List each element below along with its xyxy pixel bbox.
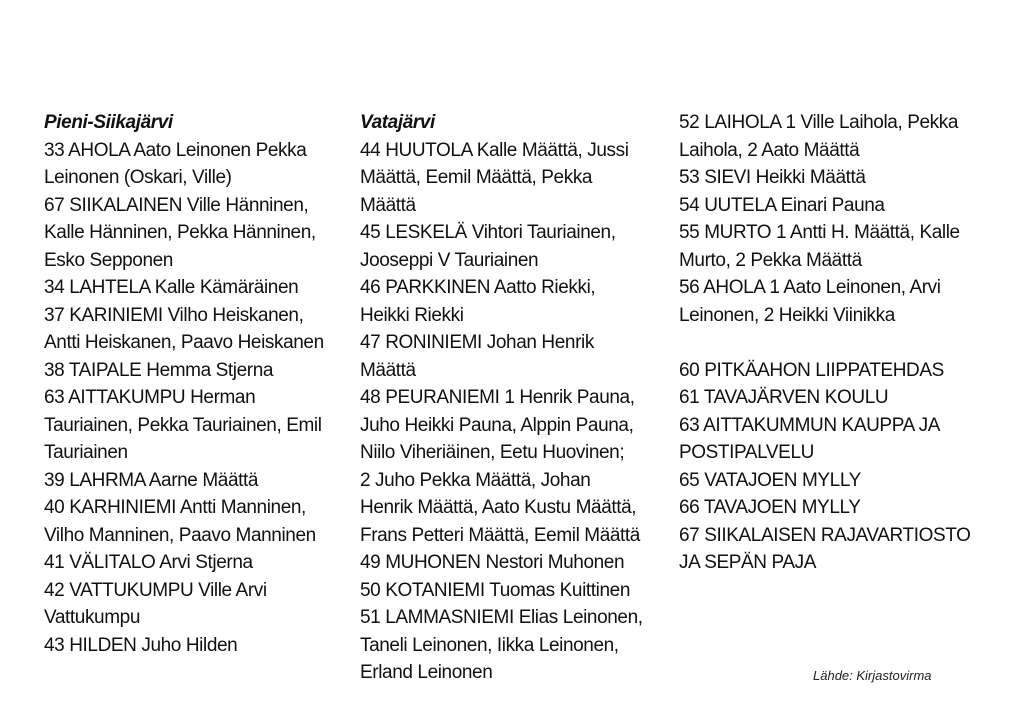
list-line: 46 PARKKINEN Aatto Riekki, bbox=[360, 277, 596, 298]
list-line: 33 AHOLA Aato Leinonen Pekka bbox=[44, 139, 307, 161]
list-line: Laihola, 2 Aato Määttä bbox=[679, 139, 860, 161]
section-heading: Pieni-Siikajärvi bbox=[44, 112, 173, 133]
list-line: Antti Heiskanen, Paavo Heiskanen bbox=[44, 332, 324, 353]
list-line: JA SEPÄN PAJA bbox=[679, 552, 817, 573]
list-line: Henrik Määttä, Aato Kustu Määttä, bbox=[360, 497, 637, 518]
list-line: 38 TAIPALE Hemma Stjerna bbox=[44, 359, 274, 381]
source-credit: Lähde: Kirjastovirma bbox=[813, 668, 932, 683]
list-line: Tauriainen, Pekka Tauriainen, Emil bbox=[44, 414, 322, 436]
list-line: 44 HUUTOLA Kalle Määttä, Jussi bbox=[360, 139, 629, 161]
list-line: 42 VATTUKUMPU Ville Arvi bbox=[44, 579, 267, 601]
list-line: 63 AITTAKUMMUN KAUPPA JA bbox=[679, 414, 941, 436]
list-line: Murto, 2 Pekka Määttä bbox=[679, 249, 862, 271]
list-line: Frans Petteri Määttä, Eemil Määttä bbox=[360, 524, 640, 546]
list-line: Määttä, Eemil Määttä, Pekka bbox=[360, 167, 593, 188]
list-line: Vattukumpu bbox=[44, 607, 140, 628]
list-line: 48 PEURANIEMI 1 Henrik Pauna, bbox=[360, 387, 635, 408]
section-spacer bbox=[679, 329, 999, 357]
column-other-places bbox=[679, 109, 999, 577]
column-pieni-siikajarvi bbox=[44, 109, 356, 659]
list-line: 40 KARHINIEMI Antti Manninen, bbox=[44, 497, 306, 518]
list-line: Juho Heikki Pauna, Alppin Pauna, bbox=[360, 414, 634, 436]
list-line: Heikki Riekki bbox=[360, 304, 464, 326]
list-line: Määttä bbox=[360, 359, 416, 381]
list-line: 66 TAVAJOEN MYLLY bbox=[679, 497, 861, 518]
list-line: 60 PITKÄAHON LIIPPATEHDAS bbox=[679, 359, 944, 381]
list-line: Niilo Viheriäinen, Eetu Huovinen; bbox=[360, 442, 625, 463]
list-line: 50 KOTANIEMI Tuomas Kuittinen bbox=[360, 579, 630, 601]
list-line: 41 VÄLITALO Arvi Stjerna bbox=[44, 552, 253, 573]
list-line: Erland Leinonen bbox=[360, 662, 493, 683]
list-line: 56 AHOLA 1 Aato Leinonen, Arvi bbox=[679, 277, 941, 298]
list-line: Vilho Manninen, Paavo Manninen bbox=[44, 524, 316, 546]
list-line: Esko Sepponen bbox=[44, 249, 173, 271]
list-line: 53 SIEVI Heikki Määttä bbox=[679, 167, 866, 188]
list-line: 51 LAMMASNIEMI Elias Leinonen, bbox=[360, 607, 643, 628]
list-line: 49 MUHONEN Nestori Muhonen bbox=[360, 552, 625, 573]
list-line: Jooseppi V Tauriainen bbox=[360, 249, 539, 271]
list-line: 67 SIIKALAISEN RAJAVARTIOSTO bbox=[679, 524, 971, 546]
list-line: POSTIPALVELU bbox=[679, 442, 814, 463]
list-line: 65 VATAJOEN MYLLY bbox=[679, 469, 861, 491]
list-line: 34 LAHTELA Kalle Kämäräinen bbox=[44, 277, 299, 298]
list-line: 52 LAIHOLA 1 Ville Laihola, Pekka bbox=[679, 112, 959, 133]
list-line: 61 TAVAJÄRVEN KOULU bbox=[679, 387, 889, 408]
section-heading: Vatajärvi bbox=[360, 112, 435, 133]
list-line: Leinonen (Oskari, Ville) bbox=[44, 167, 232, 188]
list-line: Tauriainen bbox=[44, 442, 128, 463]
list-line: Kalle Hänninen, Pekka Hänninen, bbox=[44, 222, 316, 243]
list-line: Määttä bbox=[360, 194, 416, 216]
list-line: 47 RONINIEMI Johan Henrik bbox=[360, 332, 594, 353]
list-line: 39 LAHRMA Aarne Määttä bbox=[44, 469, 259, 491]
list-line: 67 SIIKALAINEN Ville Hänninen, bbox=[44, 194, 309, 216]
list-line: 43 HILDEN Juho Hilden bbox=[44, 634, 238, 656]
list-line: 2 Juho Pekka Määttä, Johan bbox=[360, 469, 591, 491]
list-line: 45 LESKELÄ Vihtori Tauriainen, bbox=[360, 222, 616, 243]
list-line: Taneli Leinonen, Iikka Leinonen, bbox=[360, 634, 619, 656]
list-line: 55 MURTO 1 Antti H. Määttä, Kalle bbox=[679, 222, 960, 243]
list-line: Leinonen, 2 Heikki Viinikka bbox=[679, 304, 895, 326]
list-line: 54 UUTELA Einari Pauna bbox=[679, 194, 885, 216]
column-vatajarvi bbox=[360, 109, 672, 687]
list-line: 37 KARINIEMI Vilho Heiskanen, bbox=[44, 304, 304, 326]
list-line: 63 AITTAKUMPU Herman bbox=[44, 387, 256, 408]
